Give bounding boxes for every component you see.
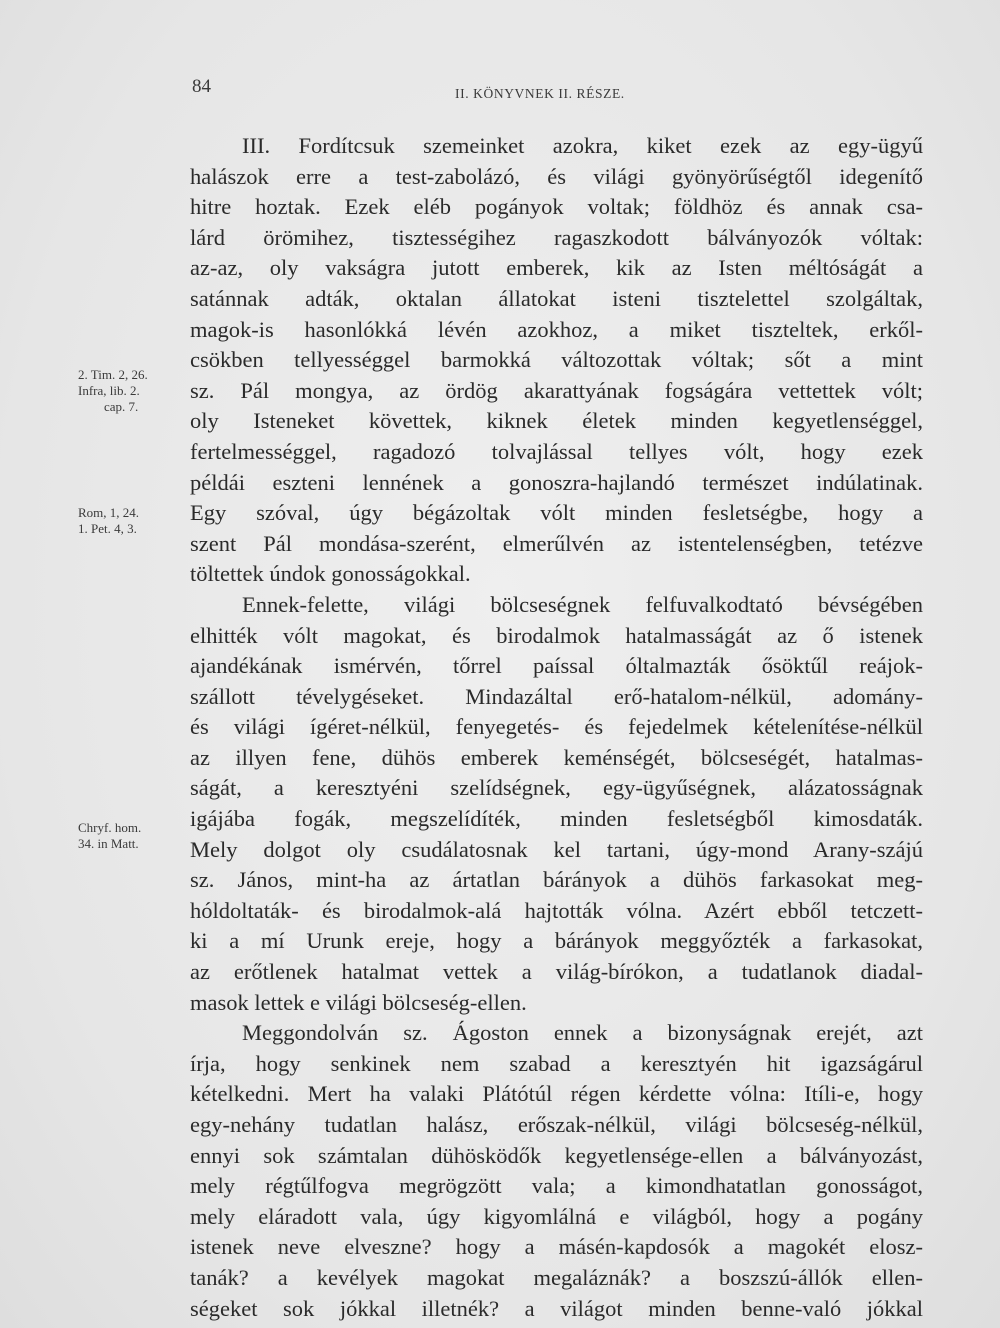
text-line: halászok erre a test-zabolázó, és világi gyönyörűségtől idegenítő	[190, 163, 923, 189]
margin-note-line: Rom, 1, 24.	[78, 505, 140, 520]
text-line: mely régtűlfogva megrögzött vala; a kimondhatatlan gonosságot,	[190, 1173, 923, 1199]
text-line: ségeket sok jókkal illetnék? a világot minden benne-való jókkal	[190, 1295, 923, 1321]
text-line: kételkedni. Mert ha valaki Plátótúl régen kérdette vólna: Itíli-e, hogy	[190, 1081, 923, 1107]
text-line: ságát, a keresztyéni szelídségnek, egy-ügyűségnek, alázatosságnak	[190, 775, 923, 801]
text-line: hóldoltaták- és birodalmok-alá hajtották vólna. Azért ebből tetczett-	[190, 897, 923, 923]
text-line: magok-is hasonlókká lévén azokhoz, a miket tiszteltek, erkől-	[190, 316, 923, 342]
text-line: egy-nehány tudatlan halász, erőszak-nélkül, világi bölcseség-nélkül,	[190, 1112, 923, 1137]
text-line: fertelmességgel, ragadozó tolvajlással tellyes vólt, hogy ezek	[190, 438, 923, 464]
text-line: ennyi sok számtalan dühösködők kegyetlensége-ellen a bálványozást,	[190, 1142, 923, 1168]
margin-note-line: 1. Pet. 4, 3.	[78, 521, 137, 536]
text-line: az erőtlenek hatalmat vettek a világ-bírókon, a tudatlanok diadal-	[190, 959, 923, 985]
text-line: mely eláradott vala, úgy kigyomlálná e világból, hogy a pogány	[190, 1203, 923, 1229]
running-head: II. KÖNYVNEK II. RÉSZE.	[455, 86, 625, 101]
text-line: példái eszteni lennének a gonoszra-hajlandó természet indúlatinak.	[190, 469, 923, 495]
margin-note-line: 34. in Matt.	[78, 836, 139, 851]
body-text	[190, 131, 923, 1324]
text-line: elhitték vólt magokat, és birodalmok hatalmasságát az ő istenek	[190, 622, 923, 648]
margin-note-line: 2. Tim. 2, 26.	[78, 367, 148, 382]
margin-note-line: Chryf. hom.	[78, 820, 142, 835]
text-line: III. Fordítcsuk szemeinket azokra, kiket ezek az egy-ügyű	[242, 133, 923, 158]
text-line: istenek neve elveszne? hogy a másén-kapdosók a magokét elosz-	[190, 1234, 923, 1260]
text-line: lárd örömihez, tisztességihez ragaszkodott bálványozók vóltak:	[190, 224, 923, 250]
text-line: oly Isteneket követtek, kiknek életek minden kegyetlenséggel,	[190, 408, 923, 434]
text-line: szent Pál mondása-szerént, elmerűlvén az istentelenségben, tetézve	[190, 530, 923, 556]
margin-note-line: Infra, lib. 2.	[78, 383, 140, 398]
text-line: írja, hogy senkinek nem szabad a keresztyén hit igazságárul	[190, 1050, 923, 1076]
text-line: szállott tévelygéseket. Mindazáltal erő-hatalom-nélkül, adomány-	[190, 683, 923, 709]
text-line: satánnak adták, oktalan állatokat isteni tisztelettel szolgáltak,	[190, 285, 923, 311]
text-line: sz. János, mint-ha az ártatlan bárányok a dühös farkasokat meg-	[190, 867, 923, 893]
text-line: hitre hoztak. Ezek eléb pogányok voltak; földhöz és annak csa-	[190, 194, 923, 220]
text-line: Ennek-felette, világi bölcseségnek felfuvalkodtató bévségében	[242, 591, 923, 617]
margin-note-rom	[78, 505, 139, 537]
text-line: masok lettek e világi bölcseség-ellen.	[190, 989, 527, 1015]
text-line: tanák? a kevélyek magokat megaláznák? a boszszú-állók ellen-	[190, 1264, 923, 1290]
text-line: igájába fogák, megszelídíték, minden fesletségből kimosdaták.	[190, 806, 923, 832]
text-line: Egy szóval, úgy bégázoltak vólt minden fesletségbe, hogy a	[190, 500, 923, 526]
margin-note-chryf	[78, 820, 141, 852]
text-line: az illyen fene, dühös emberek keménségét, bölcseségét, hatalmas-	[190, 744, 923, 770]
text-line: Mely dolgot oly csudálatosnak kel tartani, úgy-mond Arany-szájú	[190, 836, 923, 862]
text-line: és világi ígéret-nélkül, fenyegetés- és fejedelmek kételenítése-nélkül	[190, 714, 923, 740]
margin-note-line: cap. 7.	[104, 399, 139, 414]
margin-note-tim	[78, 367, 148, 415]
text-line: töltettek úndok gonosságokkal.	[190, 561, 471, 587]
text-line: ajandékának ismérvén, tőrrel paíssal óltalmazták ősöktűl reájok-	[190, 653, 923, 679]
text-line: Meggondolván sz. Ágoston ennek a bizonyságnak erejét, azt	[242, 1020, 923, 1046]
text-line: ki a mí Urunk ereje, hogy a bárányok meggyőzték a farkasokat,	[190, 928, 923, 954]
text-line: az-az, oly vakságra jutott emberek, kik az Isten méltóságát a	[190, 255, 923, 281]
text-line: csökben tellyességgel barmokká változottak vóltak; sőt a mint	[190, 347, 923, 373]
page-number: 84	[192, 76, 211, 97]
text-line: sz. Pál mongya, az ördög akarattyának fogságára vettettek vólt;	[190, 377, 923, 403]
